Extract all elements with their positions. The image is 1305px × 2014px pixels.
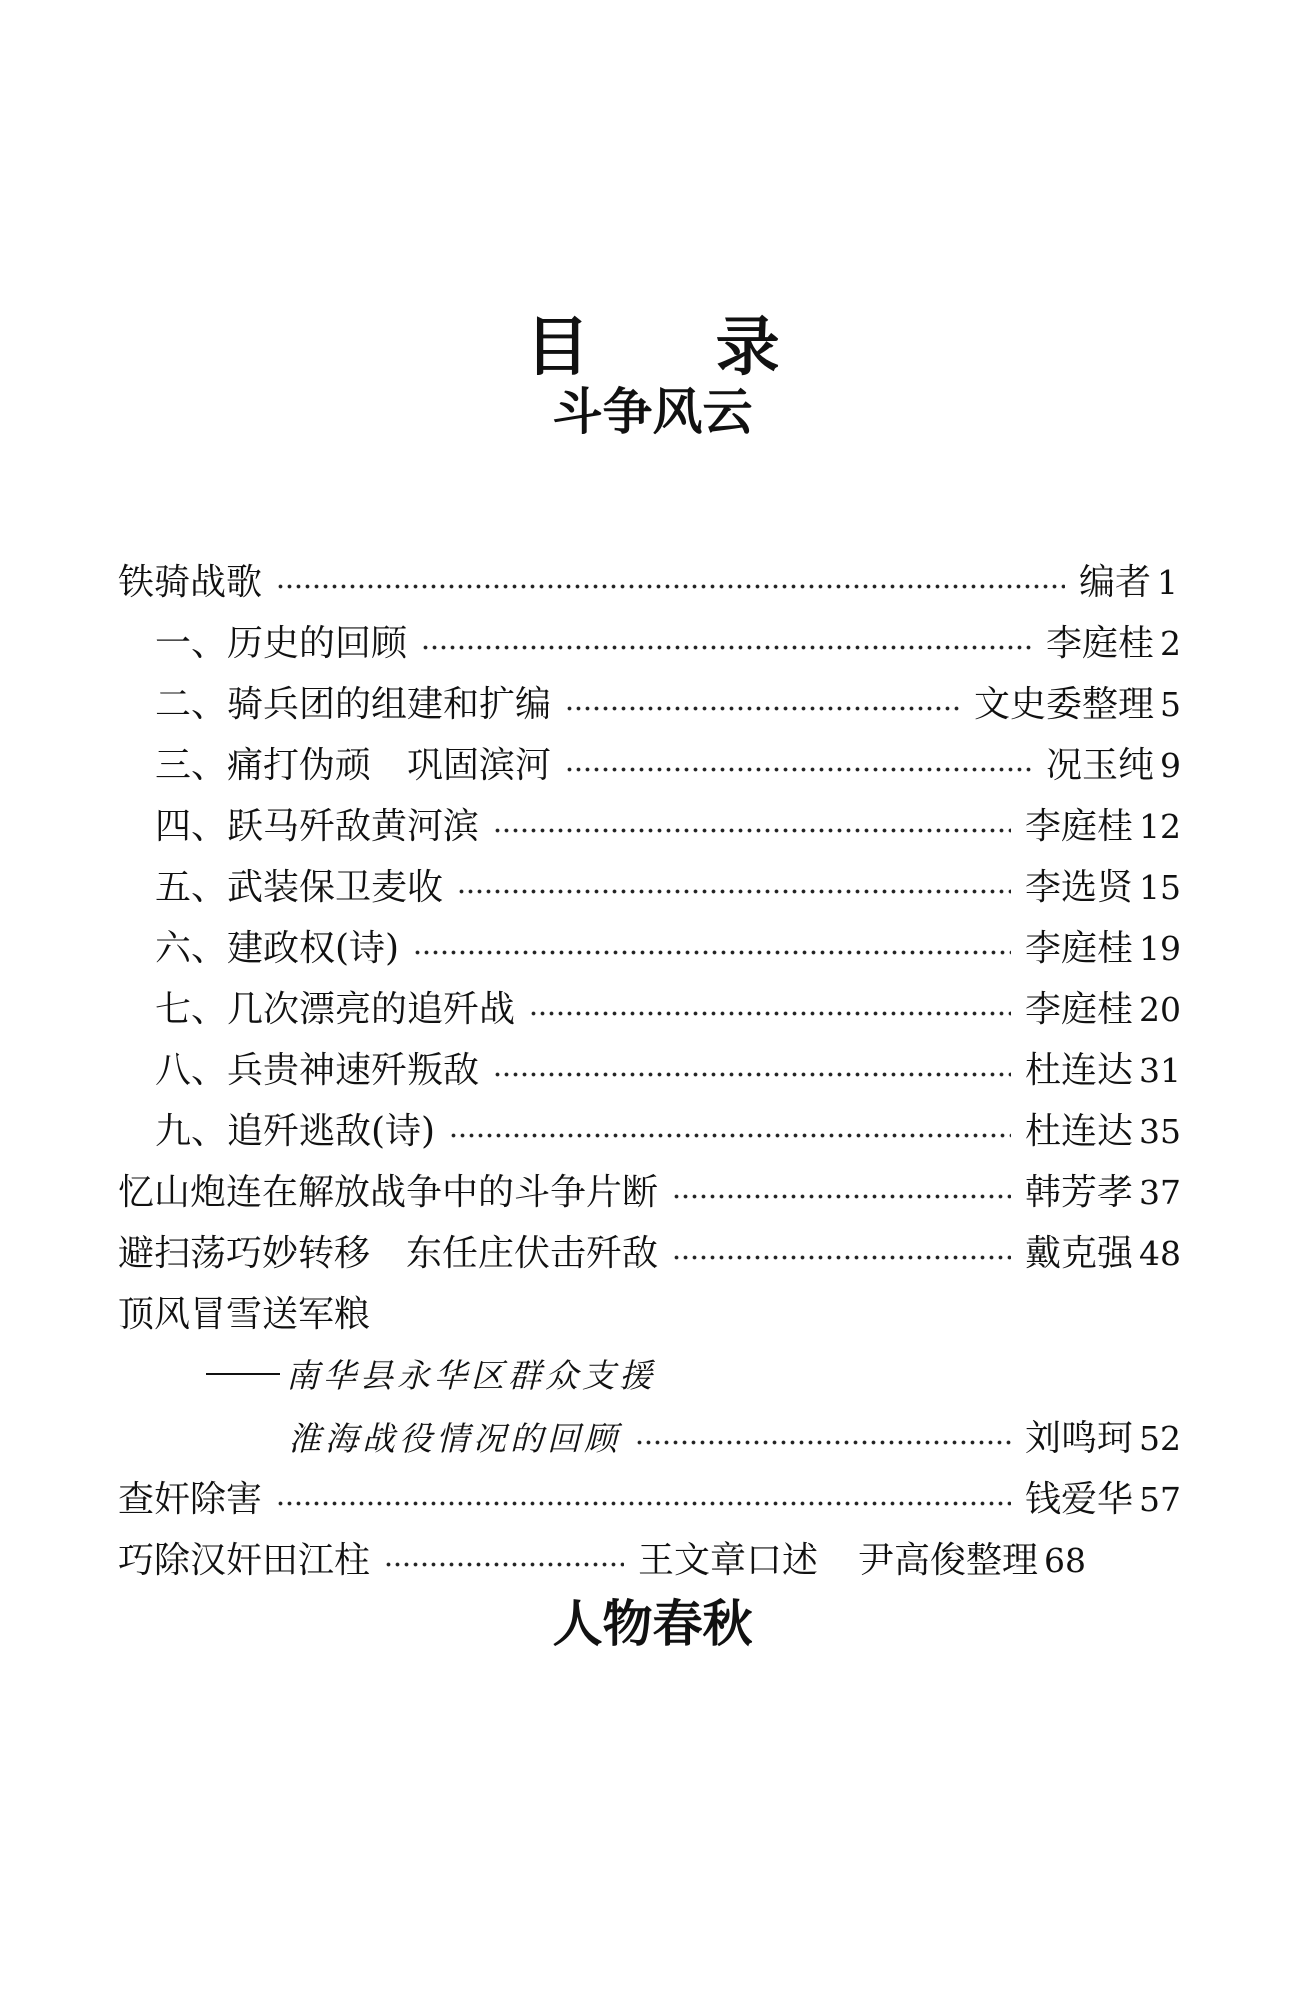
toc-entry-author-narrator: 王文章口述 xyxy=(638,1540,819,1581)
dot-leader xyxy=(449,1109,1011,1149)
toc-entry-page: 2 xyxy=(1160,624,1181,663)
toc-entry-title: 查奸除害 xyxy=(118,1479,263,1520)
toc-entry-title: 三、痛打伪顽 巩固滨河 xyxy=(155,745,552,786)
toc-entry-author: 李庭桂 xyxy=(1045,623,1154,664)
toc-entry-page: 52 xyxy=(1139,1419,1181,1458)
toc-entry-page: 20 xyxy=(1139,990,1181,1029)
toc-entry-title: 铁骑战歌 xyxy=(118,562,263,603)
toc-entry-page: 12 xyxy=(1139,807,1181,846)
dot-leader xyxy=(421,621,1032,661)
toc-entry-author: 文史委整理 xyxy=(973,684,1154,725)
dot-leader xyxy=(384,1538,624,1578)
dot-leader xyxy=(413,926,1011,966)
toc-entry-page: 1 xyxy=(1157,563,1178,602)
toc-entry[interactable] xyxy=(155,676,1181,732)
toc-entry-title: 巧除汉奸田江柱 xyxy=(118,1540,371,1581)
toc-entry-author: 李庭桂 xyxy=(1024,928,1133,969)
toc-entry[interactable] xyxy=(118,1532,1181,1588)
dot-leader xyxy=(635,1416,1011,1456)
toc-entry-title: 避扫荡巧妙转移 东任庄伏击歼敌 xyxy=(118,1233,659,1274)
dot-leader xyxy=(672,1231,1011,1271)
dot-leader xyxy=(276,560,1065,600)
toc-entry-author: 刘鸣珂 xyxy=(1024,1418,1133,1459)
toc-entry-title: 六、建政权(诗) xyxy=(155,928,400,969)
subtitle-text: 南华县永华区群众支援 xyxy=(286,1356,656,1395)
toc-entry-title: 七、几次漂亮的追歼战 xyxy=(155,989,516,1030)
toc-entry-author: 杜连达 xyxy=(1024,1050,1133,1091)
section-heading-figures: 人物春秋 xyxy=(552,1595,753,1653)
toc-entry[interactable] xyxy=(155,1042,1181,1098)
toc-entry[interactable] xyxy=(155,859,1181,915)
toc-entry-page: 9 xyxy=(1160,746,1181,785)
dot-leader xyxy=(493,804,1011,844)
toc-entry-subtitle-continued: 淮海战役情况的回顾 xyxy=(288,1419,621,1458)
page-title: 目 录 xyxy=(525,311,832,385)
toc-entry-title: 一、历史的回顾 xyxy=(155,623,408,664)
toc-entry[interactable] xyxy=(288,1410,1181,1466)
toc-entry-page: 37 xyxy=(1139,1173,1181,1212)
toc-entry-author: 李庭桂 xyxy=(1024,806,1133,847)
dot-leader xyxy=(276,1477,1011,1517)
toc-entry[interactable] xyxy=(118,1471,1181,1527)
toc-entry-title-only[interactable] xyxy=(118,1287,718,1343)
toc-entry[interactable] xyxy=(155,798,1181,854)
toc-entry-author: 况玉纯 xyxy=(1045,745,1154,786)
dot-leader xyxy=(565,743,1032,783)
toc-entry-subtitle xyxy=(206,1348,656,1404)
toc-entry-title: 八、兵贵神速歼叛敌 xyxy=(155,1050,480,1091)
toc-entry-author: 李庭桂 xyxy=(1024,989,1133,1030)
dot-leader xyxy=(493,1048,1011,1088)
toc-entry-title: 四、跃马歼敌黄河滨 xyxy=(155,806,480,847)
toc-entry[interactable] xyxy=(118,554,1178,610)
dot-leader xyxy=(457,865,1011,905)
toc-entry-author: 韩芳孝 xyxy=(1024,1172,1133,1213)
toc-entry-page: 68 xyxy=(1044,1541,1087,1580)
toc-entry-authors xyxy=(638,1533,1038,1589)
toc-entry[interactable] xyxy=(155,615,1181,671)
toc-entry-page: 35 xyxy=(1139,1112,1181,1151)
toc-entry[interactable] xyxy=(155,981,1181,1037)
toc-entry-page: 5 xyxy=(1160,685,1181,724)
dot-leader xyxy=(565,682,960,722)
toc-entry-page: 31 xyxy=(1139,1051,1181,1090)
toc-entry-author: 编者 xyxy=(1078,562,1151,603)
toc-entry-title: 二、骑兵团的组建和扩编 xyxy=(155,684,552,725)
toc-entry[interactable] xyxy=(155,920,1181,976)
toc-entry-page: 48 xyxy=(1139,1234,1181,1273)
toc-entry-author-editor: 尹高俊整理 xyxy=(858,1540,1039,1581)
toc-entry-author: 钱爱华 xyxy=(1024,1479,1133,1520)
toc-entry[interactable] xyxy=(155,737,1181,793)
dot-leader xyxy=(529,987,1011,1027)
toc-entry[interactable] xyxy=(118,1225,1181,1281)
toc-entry[interactable] xyxy=(155,1103,1181,1159)
toc-entry-page: 57 xyxy=(1139,1480,1181,1519)
toc-entry[interactable] xyxy=(118,1164,1181,1220)
toc-entry-title: 五、武装保卫麦收 xyxy=(155,867,444,908)
toc-entry-title: 忆山炮连在解放战争中的斗争片断 xyxy=(118,1172,659,1213)
toc-entry-author: 杜连达 xyxy=(1024,1111,1133,1152)
toc-entry-page: 19 xyxy=(1139,929,1181,968)
toc-entry-author: 李选贤 xyxy=(1024,867,1133,908)
toc-entry-author: 戴克强 xyxy=(1024,1233,1133,1274)
toc-entry-page: 15 xyxy=(1139,868,1181,907)
section-heading-struggle: 斗争风云 xyxy=(552,383,753,441)
toc-entry-title: 九、追歼逃敌(诗) xyxy=(155,1111,436,1152)
dot-leader xyxy=(672,1170,1011,1210)
em-dash xyxy=(206,1373,280,1375)
toc-entry-title: 顶风冒雪送军粮 xyxy=(118,1294,371,1335)
